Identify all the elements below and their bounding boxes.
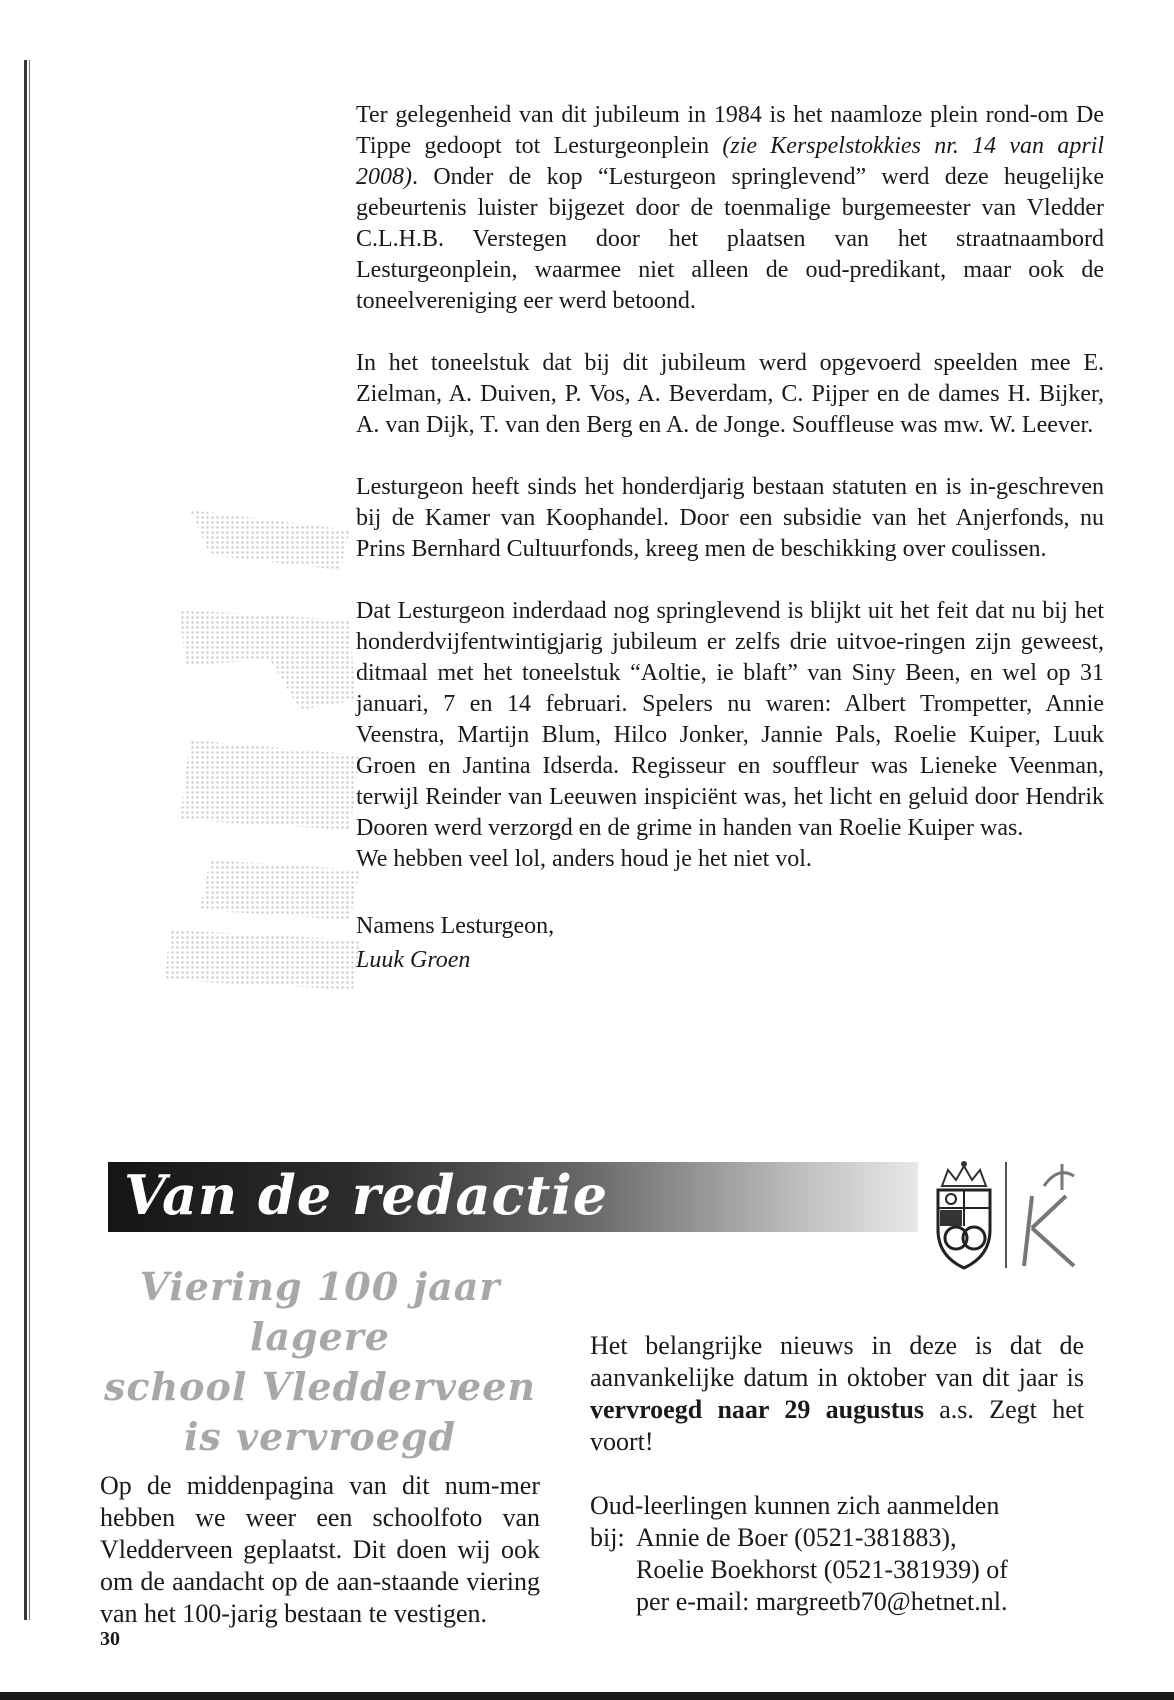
watermark-decoration <box>150 500 380 1000</box>
signoff-author: Luuk Groen <box>356 947 471 973</box>
signoff-line: Namens Lesturgeon, <box>356 913 555 939</box>
news-new-date: vervroegd naar 29 augustus <box>590 1395 924 1424</box>
article-paragraph-3: Lesturgeon heeft sinds het honderdjarig bestaan statuten en is in-geschreven bij de Kamer van Koophandel. Door een subsidie van het Anjerfonds, nu Prins Bernhard Cultuurfonds, kreeg men de beschikking over coulissen. <box>356 474 1104 562</box>
left-margin-rule <box>24 60 27 1620</box>
article-signoff <box>356 909 1104 977</box>
news-left-column <box>100 1262 540 1630</box>
news-announcement: Het belangrijke nieuws in deze is dat de aanvankelijke datum in oktober van dit jaar is vervroegd naar 29 augustus a.s. Zegt het voort! <box>590 1331 1084 1456</box>
news-right-column <box>590 1330 1084 1618</box>
bottom-edge-rule <box>0 1692 1174 1700</box>
article-paragraph-4: Dat Lesturgeon inderdaad nog springlevend is blijkt uit het feit dat nu bij het honderdvijfentwintigjarig jubileum er zelfs drie uitvoe-ringen zijn geweest, ditmaal met het toneelstuk “Aoltie, ie blaft” van Siny Been, en wel op 31 januari, 7 en 14 februari. Spelers nu waren: Albert Trompetter, Annie Veenstra, Martijn Blum, Hilco Jonker, Jannie Pals, Roelie Kuiper, Luuk Groen en Jantina Idserda. Regisseur en souffleur was Lieneke Veenman, terwijl Reinder van Leeuwen inspiciënt was, het licht en geluid door Hendrik Dooren werd verzorgd en de grime in handen van Roelie Kuiper was. <box>356 598 1104 841</box>
contact-row <box>590 1522 1084 1554</box>
news-headline-line-1: Viering 100 jaar lagere <box>139 1264 501 1359</box>
contact-label: bij: <box>590 1523 625 1552</box>
article-body <box>356 100 1104 977</box>
left-margin-rule-thin <box>29 60 30 1620</box>
registration-line: Oud-leerlingen kunnen zich aanmelden <box>590 1491 1000 1520</box>
article-paragraph-2: In het toneelstuk dat bij dit jubileum werd opgevoerd speelden mee E. Zielman, A. Duiven, P. Vos, A. Beverdam, C. Pijper en de dames H. Bijker, A. van Dijk, T. van den Berg en A. de Jonge. Souffleuse was mw. W. Leever. <box>356 350 1104 438</box>
news-headline-line-3: is vervroegd <box>183 1414 457 1459</box>
news-headline <box>100 1262 540 1462</box>
article-paragraph-1: Ter gelegenheid van dit jubileum in 1984 is het naamloze plein rond-om De Tippe gedoopt tot Lesturgeonplein (zie Kerspelstokkies nr. 14 van april 2008). Onder de kop “Lesturgeon springlevend” werd deze heugelijke gebeurtenis luister bijgezet door de toenmalige burgemeester van Vledder C.L.H.B. Verstegen door het plaatsen van het straatnaambord Lesturgeonplein, waarmee niet alleen de oud-predikant, maar ook de toneelvereniging eer werd betoond. <box>356 102 1104 314</box>
article-paragraph-5: We hebben veel lol, anders houd je het niet vol. <box>356 846 812 872</box>
news-left-body: Op de middenpagina van dit num-mer hebben we weer een schoolfoto van Vledderveen geplaatst. Dit doen wij ook om de aandacht op de aan-staande viering van het 100-jarig bestaan te vestigen. <box>100 1471 540 1628</box>
contact-1: Annie de Boer (0521-381883), <box>636 1523 957 1552</box>
article-reference: (zie Kerspelstokkies nr. 14 van april 2008) <box>356 133 1104 190</box>
page-number: 30 <box>100 1628 120 1650</box>
contact-2: Roelie Boekhorst (0521-381939) of <box>636 1555 1008 1584</box>
news-headline-line-2: school Vledderveen <box>103 1364 536 1409</box>
registration-block <box>590 1490 1084 1618</box>
section-banner <box>108 1162 918 1232</box>
editorial-logo <box>924 1156 1094 1276</box>
contact-3: per e-mail: margreetb70@hetnet.nl. <box>636 1587 1008 1616</box>
section-banner-title: Van de redactie <box>124 1163 609 1227</box>
crest-icon <box>924 1156 1094 1276</box>
